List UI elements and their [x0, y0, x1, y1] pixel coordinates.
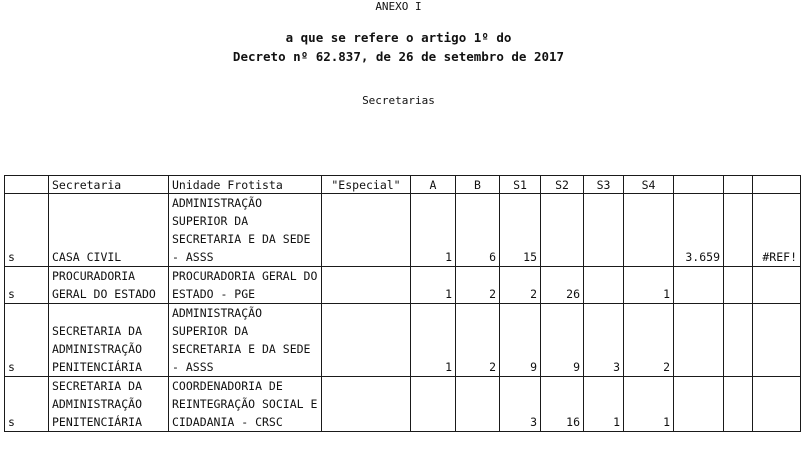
secretaria-cell: SECRETARIA DA ADMINISTRAÇÃO PENITENCIÁRIA	[49, 377, 169, 432]
table-row	[5, 267, 801, 304]
column-header: Unidade Frotista	[169, 176, 322, 194]
s2-cell: 26	[541, 267, 584, 304]
column-header: "Especial"	[322, 176, 411, 194]
especial-cell	[322, 194, 411, 267]
s3-cell: 3	[584, 304, 624, 377]
flag-cell: s	[5, 304, 49, 377]
annex-title: ANEXO I	[375, 0, 422, 13]
reference-line-2: Decreto nº 62.837, de 26 de setembro de 2017	[232, 49, 565, 64]
column-header	[674, 176, 724, 194]
secretaria-cell: SECRETARIA DA ADMINISTRAÇÃO PENITENCIÁRIA	[49, 304, 169, 377]
s2-cell: 16	[541, 377, 584, 432]
column-header: Secretaria	[49, 176, 169, 194]
unidade-cell: PROCURADORIA GERAL DO ESTADO - PGE	[169, 267, 322, 304]
a-cell	[411, 377, 456, 432]
s1-cell: 2	[500, 267, 541, 304]
column-header	[724, 176, 753, 194]
section-title: Secretarias	[362, 94, 435, 107]
especial-cell	[322, 377, 411, 432]
column-header: S4	[624, 176, 674, 194]
extra-cell-3	[753, 304, 801, 377]
column-header	[5, 176, 49, 194]
unidade-cell: ADMINISTRAÇÃO SUPERIOR DA SECRETARIA E DA SEDE - ASSS	[169, 194, 322, 267]
extra-cell-3	[753, 377, 801, 432]
s3-cell	[584, 267, 624, 304]
table-row	[5, 194, 801, 267]
flag-cell: s	[5, 194, 49, 267]
extra-cell-2	[724, 377, 753, 432]
s4-cell	[624, 194, 674, 267]
reference-line-1: a que se refere o artigo 1º do	[285, 30, 512, 45]
column-header: S3	[584, 176, 624, 194]
flag-cell: s	[5, 377, 49, 432]
s2-cell: 9	[541, 304, 584, 377]
s4-cell: 1	[624, 377, 674, 432]
a-cell: 1	[411, 267, 456, 304]
b-cell: 2	[456, 267, 500, 304]
column-header: S1	[500, 176, 541, 194]
secretaria-cell: PROCURADORIA GERAL DO ESTADO	[49, 267, 169, 304]
b-cell	[456, 377, 500, 432]
s1-cell: 9	[500, 304, 541, 377]
table-header-row	[5, 176, 801, 194]
extra-cell-2	[724, 304, 753, 377]
especial-cell	[322, 267, 411, 304]
s1-cell: 15	[500, 194, 541, 267]
column-header: S2	[541, 176, 584, 194]
column-header	[753, 176, 801, 194]
table-row	[5, 304, 801, 377]
s3-cell	[584, 194, 624, 267]
extra-cell-3	[753, 267, 801, 304]
s4-cell: 2	[624, 304, 674, 377]
extra-cell-1: 3.659	[674, 194, 724, 267]
column-header: A	[411, 176, 456, 194]
extra-cell-2	[724, 194, 753, 267]
unidade-cell: ADMINISTRAÇÃO SUPERIOR DA SECRETARIA E DA SEDE - ASSS	[169, 304, 322, 377]
extra-cell-1	[674, 304, 724, 377]
extra-cell-2	[724, 267, 753, 304]
s3-cell: 1	[584, 377, 624, 432]
flag-cell: s	[5, 267, 49, 304]
s2-cell	[541, 194, 584, 267]
secretaria-cell: CASA CIVIL	[49, 194, 169, 267]
extra-cell-1	[674, 377, 724, 432]
a-cell: 1	[411, 194, 456, 267]
column-header: B	[456, 176, 500, 194]
s1-cell: 3	[500, 377, 541, 432]
s4-cell: 1	[624, 267, 674, 304]
b-cell: 2	[456, 304, 500, 377]
a-cell: 1	[411, 304, 456, 377]
unidade-cell: COORDENADORIA DE REINTEGRAÇÃO SOCIAL E CIDADANIA - CRSC	[169, 377, 322, 432]
secretarias-table	[4, 175, 801, 432]
extra-cell-3: #REF!	[753, 194, 801, 267]
especial-cell	[322, 304, 411, 377]
table-row	[5, 377, 801, 432]
extra-cell-1	[674, 267, 724, 304]
b-cell: 6	[456, 194, 500, 267]
